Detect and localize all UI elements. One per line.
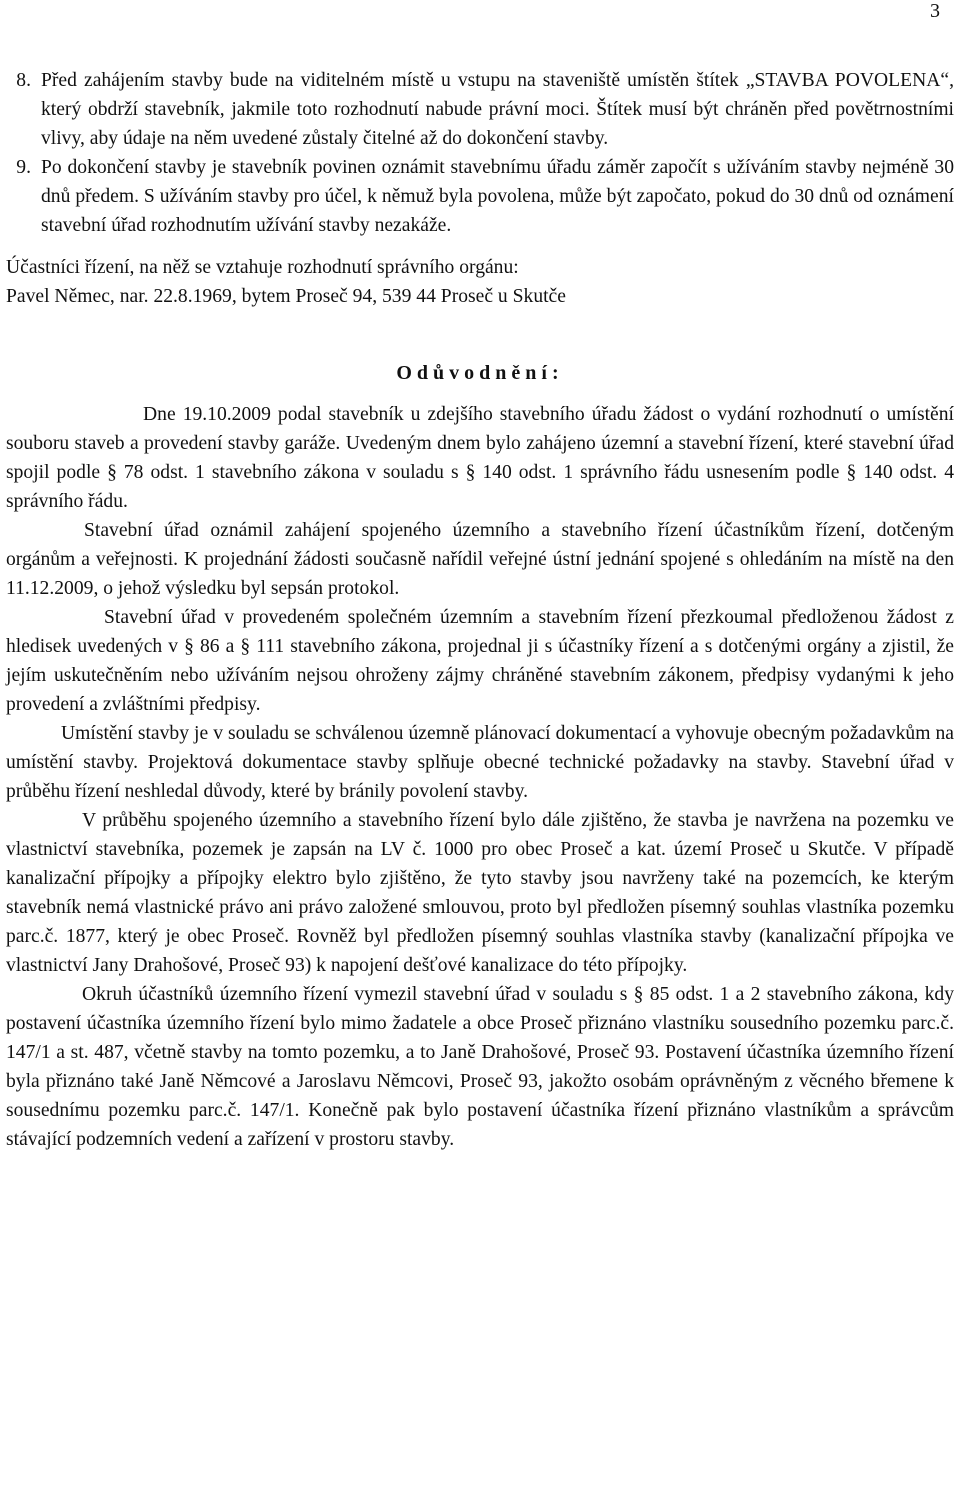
list-item-text: Po dokončení stavby je stavebník povinen oznámit stavebnímu úřadu záměr započít s užíváním stavby nejméně 30 dnů předem. S užíváním stavby pro účel, k němuž byla povolena, může být započato, pokud do 30 dnů od oznámení stavební úřad rozhodnutím užívání stavby nezakáže. [41, 157, 954, 236]
participants-value: Pavel Němec, nar. 22.8.1969, bytem Proseč 94, 539 44 Proseč u Skutče [6, 286, 566, 307]
list-item-number: 9. [16, 157, 31, 178]
paragraph: Stavební úřad oznámil zahájení spojeného územního a stavebního řízení účastníkům řízení, dotčeným orgánům a veřejnosti. K projednání žádosti současně nařídil veřejné ústní jednání spojené s ohledáním na místě na den 11.12.2009, o jehož výsledku byl sepsán protokol. [6, 520, 954, 599]
paragraph: Umístění stavby je v souladu se schválenou územně plánovací dokumentací a vyhovuje obecným požadavkům na umístění stavby. Projektová dokumentace stavby splňuje obecné technické požadavky na stavby. Stavební úřad v průběhu řízení neshledal důvody, které by bránily povolení stavby. [6, 723, 954, 802]
document-body [6, 66, 954, 1154]
participants-label: Účastníci řízení, na něž se vztahuje rozhodnutí správního orgánu: [6, 257, 519, 278]
list-item-number: 8. [16, 70, 31, 91]
list-item-9 [6, 153, 954, 240]
section-heading: Odůvodnění: [396, 362, 564, 384]
paragraph: V průběhu spojeného územního a stavebního řízení bylo dále zjištěno, že stavba je navržena na pozemku ve vlastnictví stavebníka, pozemek je zapsán na LV č. 1000 pro obec Proseč a kat. území Proseč u Skutče. V případě kanalizační přípojky a přípojky elektro bylo zjištěno, že tyto stavby jsou navrženy také na pozemcích, ke kterým stavebník nemá vlastnické právo ani právo založené smlouvou, proto byl předložen písemný souhlas vlastníka pozemku parc.č. 1877, který je obec Proseč. Rovněž byl předložen písemný souhlas vlastníka stavby (kanalizační přípojka ve vlastnictví Jany Drahošové, Proseč 93) k napojení dešťové kanalizace do této přípojky. [6, 810, 954, 976]
paragraph: Stavební úřad v provedeném společném územním a stavebním řízení přezkoumal předloženou žádost z hledisek uvedených v § 86 a § 111 stavebního zákona, projednal ji s účastníky řízení a s dotčenými orgány a zjistil, že jejím uskutečněním nebo užíváním nejsou ohroženy zájmy chráněné stavebním zákonem, předpisy vydanými k jeho provedení a zvláštními předpisy. [6, 607, 954, 715]
list-item-text: Před zahájením stavby bude na viditelném místě u vstupu na staveniště umístěn štítek „STAVBA POVOLENA“, který obdrží stavebník, jakmile toto rozhodnutí nabude právní moci. Štítek musí být chráněn před povětrnostními vlivy, aby údaje na něm uvedené zůstaly čitelné až do dokončení stavby. [41, 70, 954, 149]
page-number: 3 [930, 0, 940, 22]
paragraph: Dne 19.10.2009 podal stavebník u zdejšího stavebního úřadu žádost o vydání rozhodnutí o umístění souboru staveb a provedení stavby garáže. Uvedeným dnem bylo zahájeno územní a stavební řízení, které stavební úřad spojil podle § 78 odst. 1 stavebního zákona v souladu s § 140 odst. 1 správního řádu usnesením podle § 140 odst. 4 správního řádu. [6, 404, 954, 512]
list-item-8 [6, 66, 954, 153]
paragraph: Okruh účastníků územního řízení vymezil stavební úřad v souladu s § 85 odst. 1 a 2 stavebního zákona, kdy postavení účastníka územního řízení bylo mimo žadatele a obce Proseč přiznáno vlastníku sousedního pozemku parc.č. 147/1 a st. 487, včetně stavby na tomto pozemku, a to Janě Drahošové, Proseč 93. Postavení účastníka územního řízení byla přiznáno také Janě Němcové a Jaroslavu Němcovi, Proseč 93, jakožto osobám oprávněným z věcného břemene k sousednímu pozemku parc.č. 147/1. Konečně pak bylo postavení účastníka řízení přiznáno vlastníkům a správcům stávající podzemních vedení a zařízení v prostoru stavby. [6, 984, 954, 1150]
